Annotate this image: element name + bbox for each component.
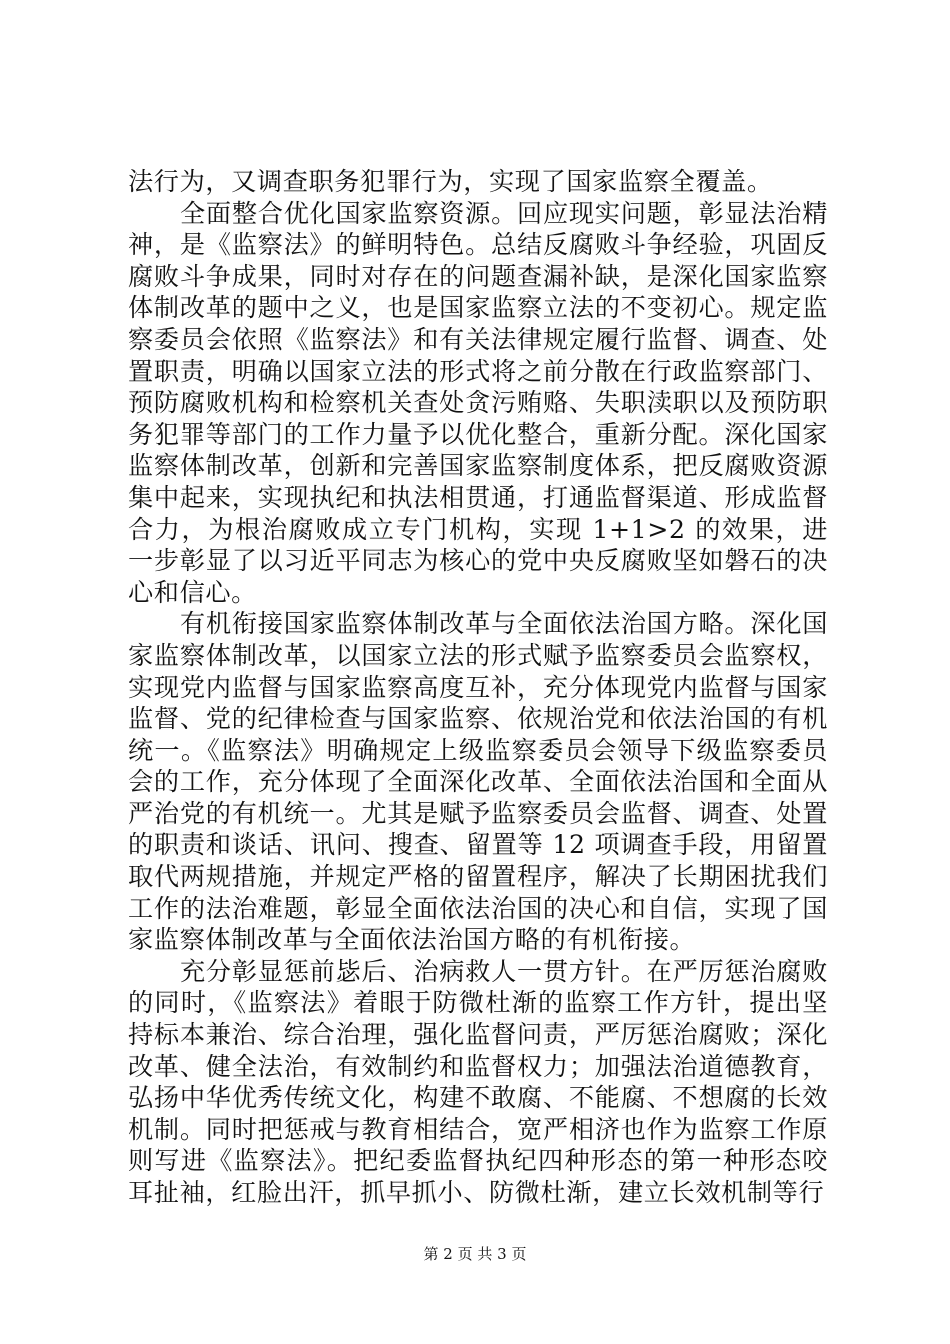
paragraph-monitoring-resources: 全面整合优化国家监察资源。回应现实问题，彰显法治精神，是《监察法》的鲜明特色。总结反腐败斗争经验，巩固反腐败斗争成果，同时对存在的问题查漏补缺，是深化国家监察体制改革的题中之义，也是国家监察立法的不变初心。规定监察委员会依照《监察法》和有关法律规定履行监督、调查、处置职责，明确以国家立法的形式将之前分散在行政监察部门、预防腐败机构和检察机关查处贪污贿赂、失职渎职以及预防职务犯罪等部门的工作力量予以优化整合，重新分配。深化国家监察体制改革，创新和完善国家监察制度体系，把反腐败资源集中起来，实现执纪和执法相贯通，打通监督渠道、形成监督合力，为根治腐败成立专门机构，实现 1+1>2 的效果，进一步彰显了以习近平同志为核心的党中央反腐败坚如磐石的决心和信心。 [128,198,828,607]
page-footer: 第 2 页 共 3 页 [423,1245,527,1263]
paragraph-rule-of-law: 有机衔接国家监察体制改革与全面依法治国方略。深化国家监察体制改革，以国家立法的形式赋予监察委员会监察权，实现党内监督与国家监察高度互补，充分体现党内监督与国家监督、党的纪律检查与国家监察、依规治党和依法治国的有机统一。《监察法》明确规定上级监察委员会领导下级监察委员会的工作，充分体现了全面深化改革、全面依法治国和全面从严治党的有机统一。尤其是赋予监察委员会监督、调查、处置的职责和谈话、讯问、搜查、留置等 12 项调查手段，用留置取代两规措施，并规定严格的留置程序，解决了长期困扰我们工作的法治难题，彰显全面依法治国的决心和自信，实现了国家监察体制改革与全面依法治国方略的有机衔接。 [128,609,828,955]
document-body [128,166,828,1209]
paragraph-continuation: 法行为，又调查职务犯罪行为，实现了国家监察全覆盖。 [128,167,773,196]
paragraph-policy: 充分彰显惩前毖后、治病救人一贯方针。在严厉惩治腐败的同时，《监察法》着眼于防微杜渐的监察工作方针，提出坚持标本兼治、综合治理，强化监督问责，严厉惩治腐败；深化改革、健全法治，有效制约和监督权力；加强法治道德教育，弘扬中华优秀传统文化，构建不敢腐、不能腐、不想腐的长效机制。同时把惩戒与教育相结合，宽严相济也作为监察工作原则写进《监察法》。把纪委监督执纪四种形态的第一种形态咬耳扯袖，红脸出汗，抓早抓小、防微杜渐，建立长效机制等行 [128,956,828,1207]
